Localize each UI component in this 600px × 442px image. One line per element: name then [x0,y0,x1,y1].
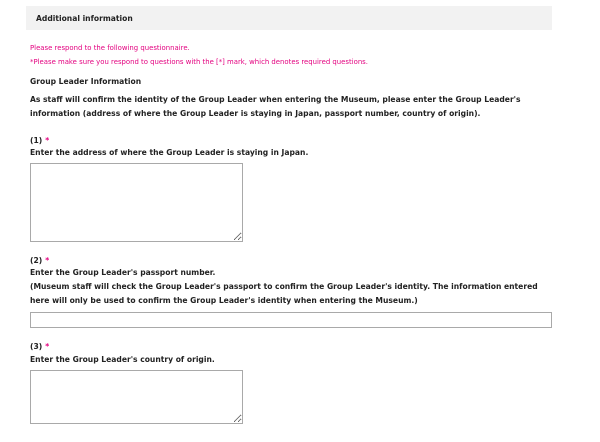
question-number: (2) [30,256,43,265]
group-leader-heading: Group Leader Information [30,77,142,86]
required-notice: *Please make sure you respond to questions with the [*] mark, which denotes required questions. [30,58,368,66]
group-leader-intro-line1: As staff will confirm the identity of the Group Leader when entering the Museum, please enter the Group Leader's [30,95,521,104]
required-mark: * [45,256,50,265]
section-title: Additional information [36,13,133,23]
address-textarea[interactable] [30,163,243,242]
question-1-label: Enter the address of where the Group Leader is staying in Japan. [30,148,309,157]
question-number: (3) [30,342,43,351]
question-2-note-line2: here will only be used to confirm the Group Leader's identity when entering the Museum.) [30,296,418,305]
questionnaire-notice: Please respond to the following questionnaire. [30,44,190,52]
section-header [26,6,552,30]
required-mark: * [45,342,50,351]
question-2-label: Enter the Group Leader's passport number. [30,268,216,277]
passport-number-input[interactable] [30,312,552,328]
question-number: (1) [30,136,43,145]
group-leader-intro-line2: information (address of where the Group Leader is staying in Japan, passport number, country of origin). [30,109,481,118]
question-3-number [30,342,49,351]
required-mark: * [45,136,50,145]
question-2-number [30,256,49,265]
question-2-note-line1: (Museum staff will check the Group Leader's passport to confirm the Group Leader's identity. The information entered [30,282,538,291]
question-1-number [30,136,49,145]
question-3-label: Enter the Group Leader's country of origin. [30,355,215,364]
country-of-origin-textarea[interactable] [30,370,243,424]
